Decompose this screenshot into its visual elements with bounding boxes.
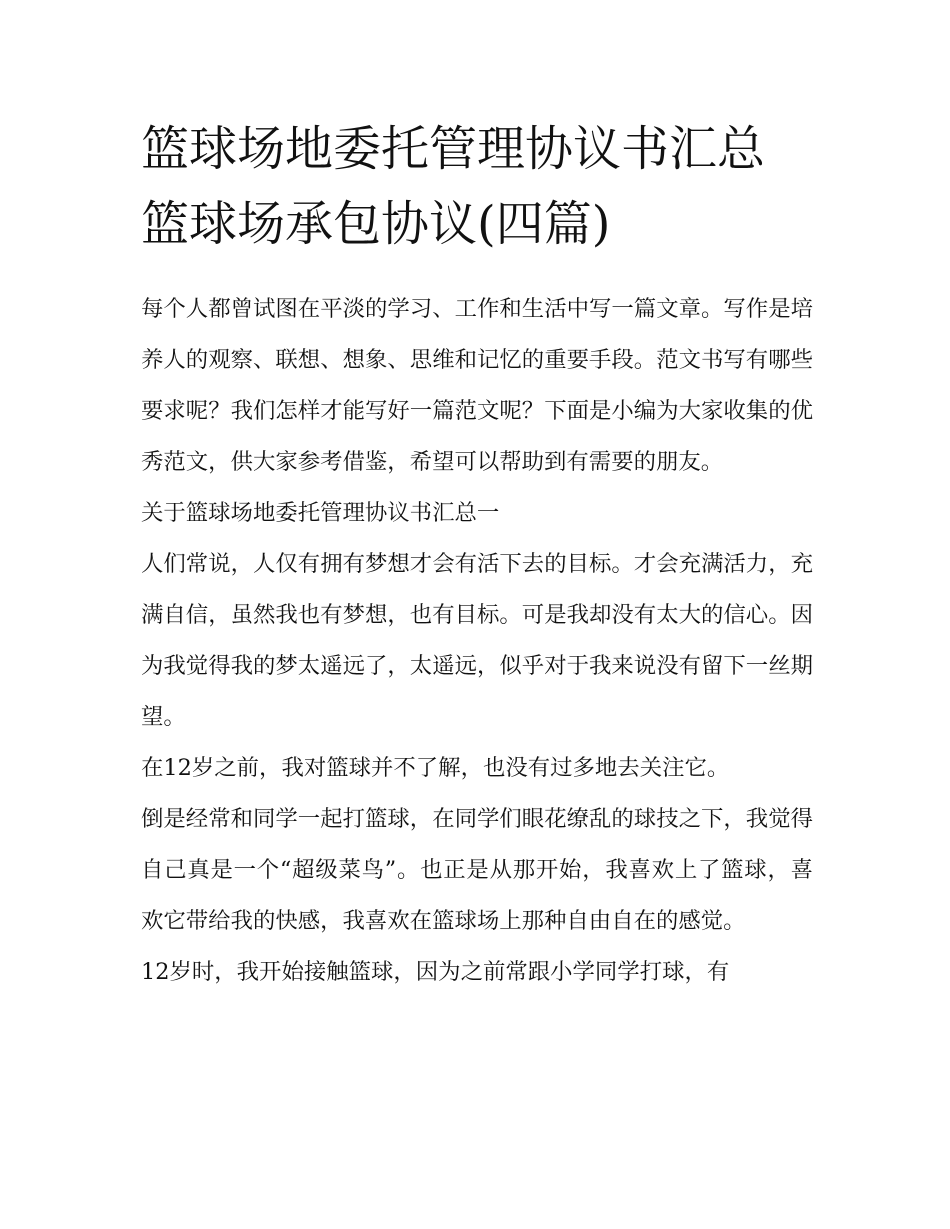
title-line-2: 篮球场承包协议(四篇) <box>141 196 611 252</box>
title-line-1: 篮球场地委托管理协议书汇总 <box>141 121 766 177</box>
body-paragraph-age-12: 12岁时，我开始接触篮球，因为之前常跟小学同学打球，有 <box>141 959 730 985</box>
body-paragraph-before-12: 在12岁之前，我对篮球并不了解，也没有过多地去关注它。 <box>141 755 730 781</box>
body-paragraph-playing: 倒是经常和同学一起打篮球，在同学们眼花缭乱的球技之下，我觉得自己真是一个“超级菜鸟”。也正是从那开始，我喜欢上了篮球，喜欢它带给我的快感，我喜欢在篮球场上那种自由自在的感觉。 <box>141 806 813 934</box>
section-heading: 关于篮球场地委托管理协议书汇总一 <box>141 500 500 526</box>
document-title <box>141 112 813 262</box>
body-paragraph-dream: 人们常说，人仅有拥有梦想才会有活下去的目标。才会充满活力，充满自信，虽然我也有梦想，也有目标。可是我却没有太大的信心。因为我觉得我的梦太遥远了，太遥远，似乎对于我来说没有留下一丝期望。 <box>141 551 813 730</box>
document-content <box>141 112 813 998</box>
intro-paragraph: 每个人都曾试图在平淡的学习、工作和生活中写一篇文章。写作是培养人的观察、联想、想象、思维和记忆的重要手段。范文书写有哪些要求呢？我们怎样才能写好一篇范文呢？下面是小编为大家收集的优秀范文，供大家参考借鉴，希望可以帮助到有需要的朋友。 <box>141 296 813 475</box>
